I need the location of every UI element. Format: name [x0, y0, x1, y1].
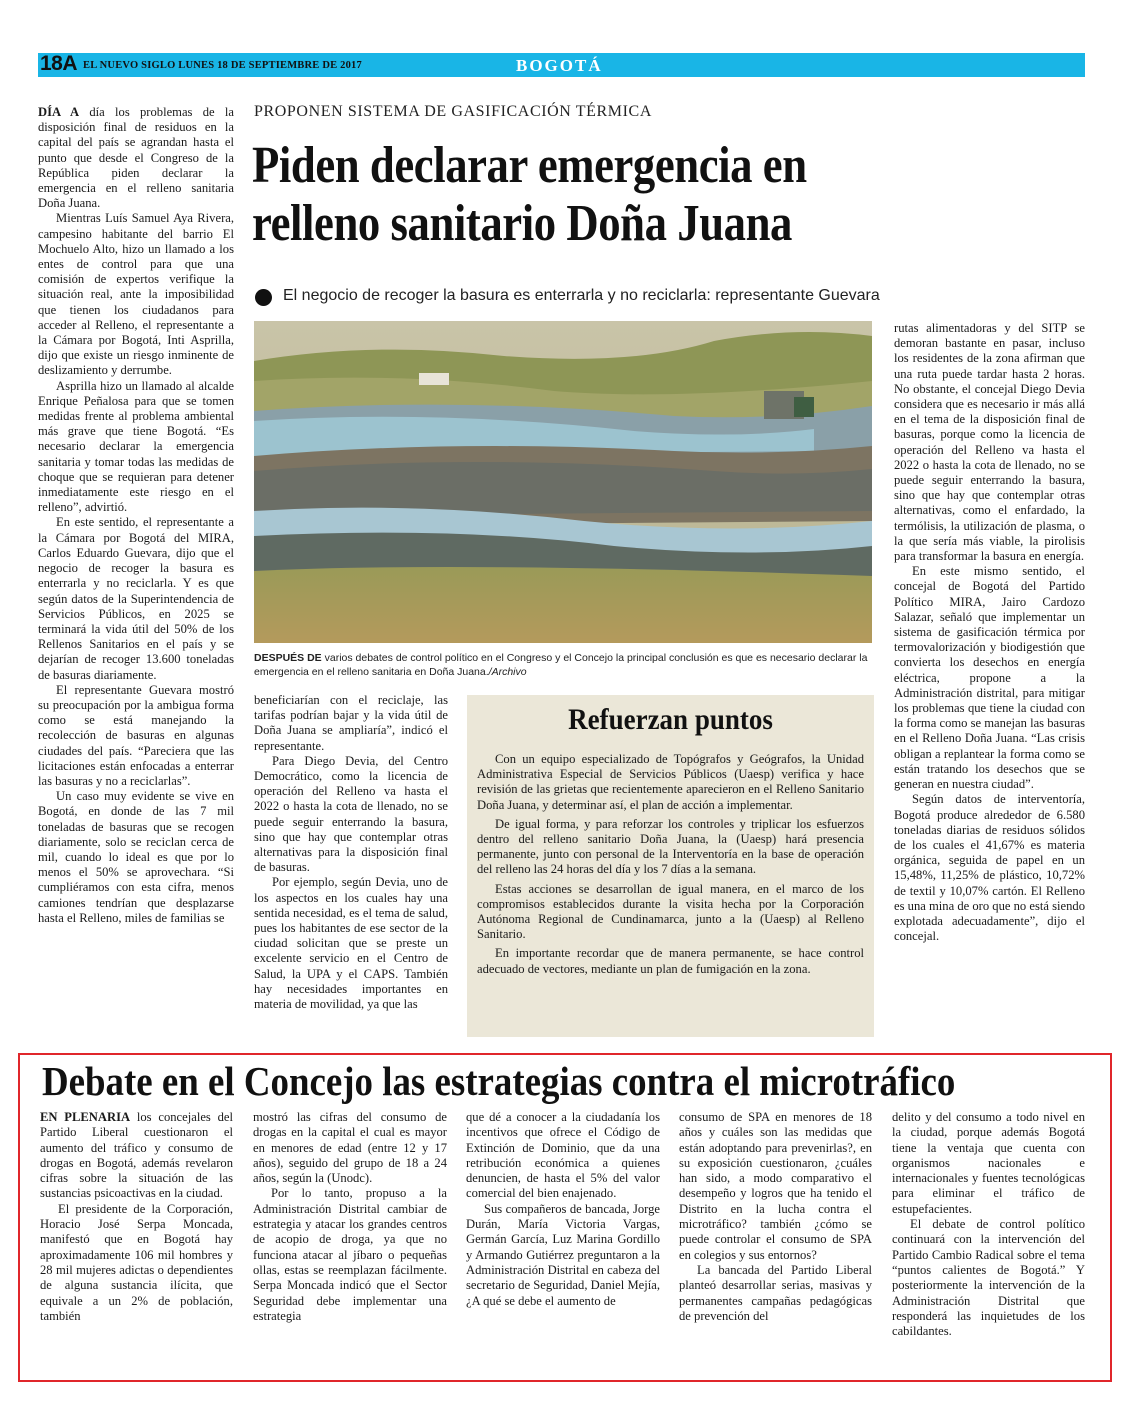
paragraph	[38, 105, 234, 211]
paragraph	[38, 515, 234, 682]
sidebar-title: Refuerzan puntos	[568, 703, 773, 736]
lower-article-title: Debate en el Concejo las estrategias contra el microtráfico	[42, 1058, 956, 1104]
paragraph-text: los concejales del Partido Liberal cuestionaron el aumento del tráfico y consumo de drogas en Bogotá, además revelaron cifras sobre la situación de las sustancias psicoactivas en la ciudad.	[40, 1110, 233, 1201]
paragraph	[477, 946, 864, 976]
paragraph	[38, 789, 234, 926]
paragraph	[253, 1186, 447, 1324]
caption-lead: DESPUÉS DE	[254, 652, 322, 664]
paragraph-text: consumo de SPA en menores de 18 años y cuáles son las medidas que están adoptando para prevenirlas?, en su exposición cuestionaron, ¿cuáles han sido, a modo comparativo el desempeño y logros que ha tenido el Distrito en la lucha contra el microtráfico? también ¿cómo se puede controlar el consumo de SPA en colegios y sus entornos?	[679, 1110, 872, 1262]
paragraph	[894, 321, 1085, 564]
article-kicker: PROPONEN SISTEMA DE GASIFICACIÓN TÉRMICA	[254, 103, 652, 120]
paragraph	[892, 1217, 1085, 1339]
paragraph	[894, 792, 1085, 944]
paragraph-text: Por lo tanto, propuso a la Administración Distrital cambiar de estrategia y atacar los grandes centros de acopio de droga, ya que no funciona atacar al jíbaro o pequeñas ollas, estas se reemplazan fácilmente. Serpa Moncada indicó que el Sector Seguridad debe implementar una estrategia	[253, 1186, 447, 1323]
article-column-4	[894, 321, 1085, 944]
paragraph-text: El debate de control político continuará con la intervención del Partido Cambio Radical sobre el tema “puntos calientes de Bogotá.” Y posteriormente la intervención de la Administración Distrital que responderá las inquietudes de los cabildantes.	[892, 1217, 1085, 1339]
article-column-2	[254, 693, 448, 1012]
paragraph	[466, 1202, 660, 1309]
paragraph-text: La bancada del Partido Liberal planteó desarrollar serias, masivas y permanentes campañas pedagógicas de prevención del	[679, 1262, 872, 1323]
paragraph-text: Para Diego Devia, del Centro Democrático, como la licencia de operación del Relleno va hasta el 2022 o hasta la cota de llenado, no se puede seguir enterrando la basura, sino que hay que contemplar otras alternativas para la disposición final de basuras.	[254, 753, 448, 875]
paragraph	[40, 1202, 233, 1324]
paragraph-text: día los problemas de la disposición final de residuos en la capital del país se agrandan hasta el punto que desde el Congreso de la República piden declarar la emergencia en el relleno sanitaria Doña Juana.	[38, 105, 234, 211]
landfill-photo	[254, 321, 872, 643]
paragraph-text: Mientras Luís Samuel Aya Rivera, campesino habitante del barrio El Mochuelo Alto, hizo un llamado a los entes de control para que una comisión de expertos verifique la situación real, ante la imposibilidad que tienen los ciudadanos para acceder al Relleno, el representante a la Cámara por Bogotá, Inti Asprilla, dijo que existe un riesgo inminente de deslizamiento y derrumbe.	[38, 211, 234, 378]
photo-caption	[254, 651, 874, 679]
paragraph-text: De igual forma, y para reforzar los controles y triplicar los esfuerzos dentro del relleno sanitario Doña Juana, la (Uaesp) hará presencia permanente, junto con personal de la Interventoría en la base de operación del relleno las 24 horas del día y los 7 días a la semana.	[477, 816, 864, 877]
lower-article-column-3	[466, 1110, 660, 1309]
lower-article-column-2	[253, 1110, 447, 1324]
page-number: 18A	[40, 52, 78, 75]
paragraph-text: beneficiarían con el reciclaje, las tarifas podrían bajar y la vida útil de Doña Juana se ampliaría”, indicó el representante.	[254, 693, 448, 753]
paragraph	[892, 1110, 1085, 1217]
paragraph	[477, 817, 864, 878]
headline-line-2: relleno sanitario Doña Juana	[252, 195, 792, 252]
paragraph	[477, 882, 864, 943]
paragraph-text: Sus compañeros de bancada, Jorge Durán, María Victoria Vargas, Germán García, Luz Marina Gordillo y Armando Gutiérrez preguntaron a la Administración Distrital en cabeza del secretario de Seguridad, Daniel Mejía, ¿A qué se debe el aumento de	[466, 1201, 660, 1308]
paragraph-text: El presidente de la Corporación, Horacio José Serpa Moncada, manifestó que en Bogotá hay aproximadamente 106 mil hombres y 28 mil mujeres adictas o dependientes de alguna sustancia ilícita, que equivale a un 2% de población, también	[40, 1201, 233, 1323]
paragraph-lead: DÍA A	[38, 105, 80, 119]
article-subheadline: El negocio de recoger la basura es enterrarla y no reciclarla: representante Guevara	[283, 287, 880, 304]
article-headline	[252, 137, 957, 253]
paragraph-text: Según datos de interventoría, Bogotá produce alrededor de 6.580 toneladas diarias de residuos sólidos de los cuales el 41,67% es materia orgánica, seguida de papel en un 15,48%, 11,25% de plástico, 10,72% de textil y 10,07% cartón. El Relleno es una mina de oro que no está siendo explotada adecuadamente”, dijo el concejal.	[894, 792, 1085, 944]
paragraph-text: Con un equipo especializado de Topógrafos y Geógrafos, la Unidad Administrativa Especial de Servicios Públicos (Uaesp) verifica y hace revisión de las grietas que recientemente aparecieron en el Relleno Sanitario Doña Juana, y determinar así, el plan de acción a implementar.	[477, 752, 864, 812]
headline-line-1: Piden declarar emergencia en	[252, 137, 807, 194]
paragraph-text: Un caso muy evidente se vive en Bogotá, en donde de las 7 mil toneladas de basuras que se recogen diariamente, solo se reciclan cerca de mil, cuando lo ideal es que por lo menos el 50% se aprovechara. “Si cumpliéramos con esta cifra, menos camiones tendrían que desplazarse hasta el Relleno, miles de familias se	[38, 789, 234, 925]
paragraph	[477, 752, 864, 813]
paragraph	[38, 683, 234, 789]
paragraph	[38, 379, 234, 516]
paragraph	[254, 693, 448, 754]
section-name: BOGOTÁ	[516, 56, 603, 75]
paragraph-text: En importante recordar que de manera permanente, se hace control adecuado de vectores, mediante un plan de fumigación en la zona.	[477, 946, 864, 976]
paragraph-text: rutas alimentadoras y del SITP se demoran bastante en pasar, incluso los residentes de la zona afirman que una ruta puede tardar hasta 2 horas. No obstante, el concejal Diego Devia considera que es necesario ir más allá en el tema de la disposición final de basuras, porque como la licencia de operación del Relleno va hasta el 2022 o hasta la cota de llenado, no se puede seguir enterrando la basura, sino que hay que contemplar otras alternativas, como el enfardado, la termólisis, la utilización de plasma, o la que sería más viable, la pirolisis para transformar la basura en energía.	[894, 321, 1085, 564]
paragraph	[466, 1110, 660, 1202]
photo-credit: /Archivo	[488, 666, 527, 678]
paragraph-text: mostró las cifras del consumo de drogas en la capital el cual es mayor en menores de edad (entre 12 y 17 años), seguido del grupo de 18 a 24 años, según la (Unodc).	[253, 1110, 447, 1186]
paragraph-text: Asprilla hizo un llamado al alcalde Enrique Peñalosa para que se tomen medidas frente al problema ambiental más grave que tiene Bogotá. “Es necesario declarar la emergencia sanitaria y tomar todas las medidas de choque que se requieran para detener inmediatamente este riesgo en el relleno”, advirtió.	[38, 378, 234, 515]
lower-article-column-4	[679, 1110, 872, 1324]
paragraph	[254, 754, 448, 876]
paragraph	[679, 1263, 872, 1324]
publication-date-line: EL NUEVO SIGLO LUNES 18 DE SEPTIEMBRE DE 2017	[83, 60, 362, 71]
paragraph-text: En este mismo sentido, el concejal de Bogotá del Partido Político MIRA, Jairo Cardozo Salazar, señaló que implementar un sistema de gasificación térmica por termovalorización y biodigestión que convierta los desechos en energía eléctrica, propone a la Administración distrital, para mitigar los problemas que tiene la ciudad con la forma como se manejan las basuras en el Relleno Doña Juana. “Las crisis obligan a replantear la forma como se están tratando los desechos que se generan en nuestra ciudad”.	[894, 564, 1085, 792]
paragraph	[253, 1110, 447, 1186]
paragraph	[894, 564, 1085, 792]
sidebar-body	[477, 752, 864, 981]
paragraph	[254, 875, 448, 1012]
paragraph-text: delito y del consumo a todo nivel en la ciudad, porque además Bogotá tiene la ventaja que cuenta con organismos nacionales e internacionales y fuentes tecnológicas para eliminar el tráfico de estupefacientes.	[892, 1110, 1085, 1216]
paragraph	[38, 211, 234, 378]
paragraph-text: El representante Guevara mostró su preocupación por la ambigua forma como se está manejando la recolección de basuras en algunas ciudades del país. “Pareciera que las licitaciones están enfocadas a enterrar las basuras y no a reciclarlas”.	[38, 682, 234, 788]
paragraph	[679, 1110, 872, 1263]
paragraph-text: Por ejemplo, según Devia, uno de los aspectos en los cuales hay una sentida necesidad, es el tema de salud, pues los habitantes de ese sector de la ciudad solicitan que se preste un excelente servicio en el Centro de Salud, la UPA y el CAPS. También hay necesidades importantes en materia de movilidad, ya que las	[254, 875, 448, 1012]
paragraph-lead: EN PLENARIA	[40, 1110, 131, 1124]
paragraph-text: Estas acciones se desarrollan de igual manera, en el marco de los compromisos establecidos durante la visita hecha por la Corporación Autónoma Regional de Cundinamarca, junto a la (Uaesp) al Relleno Sanitario.	[477, 881, 864, 942]
lower-article-column-5	[892, 1110, 1085, 1339]
bullet-icon	[255, 289, 272, 306]
paragraph	[40, 1110, 233, 1202]
caption-text: varios debates de control político en el Congreso y el Concejo la principal conclusión es que es necesario declarar la emergencia en el relleno sanitaria en Doña Juana.	[254, 652, 868, 678]
article-column-1	[38, 105, 234, 926]
lower-article-column-1	[40, 1110, 233, 1324]
paragraph-text: que dé a conocer a la ciudadanía los incentivos que ofrece el Código de Extinción de Dominio, que da una retribución económica a quienes denuncien, de hasta el 5% del valor comercial del bien enajenado.	[466, 1110, 660, 1201]
paragraph-text: En este sentido, el representante a la Cámara por Bogotá del MIRA, Carlos Eduardo Guevara, dijo que el negocio de recoger la basura es enterrarla y no reciclarla. Y es que según datos de la Superintendencia de Servicios Públicos, en 2025 se terminará la vida útil del 50% de los Rellenos Sanitarios en el país y se dejarían de recoger 13.600 toneladas de basuras diariamente.	[38, 515, 234, 682]
